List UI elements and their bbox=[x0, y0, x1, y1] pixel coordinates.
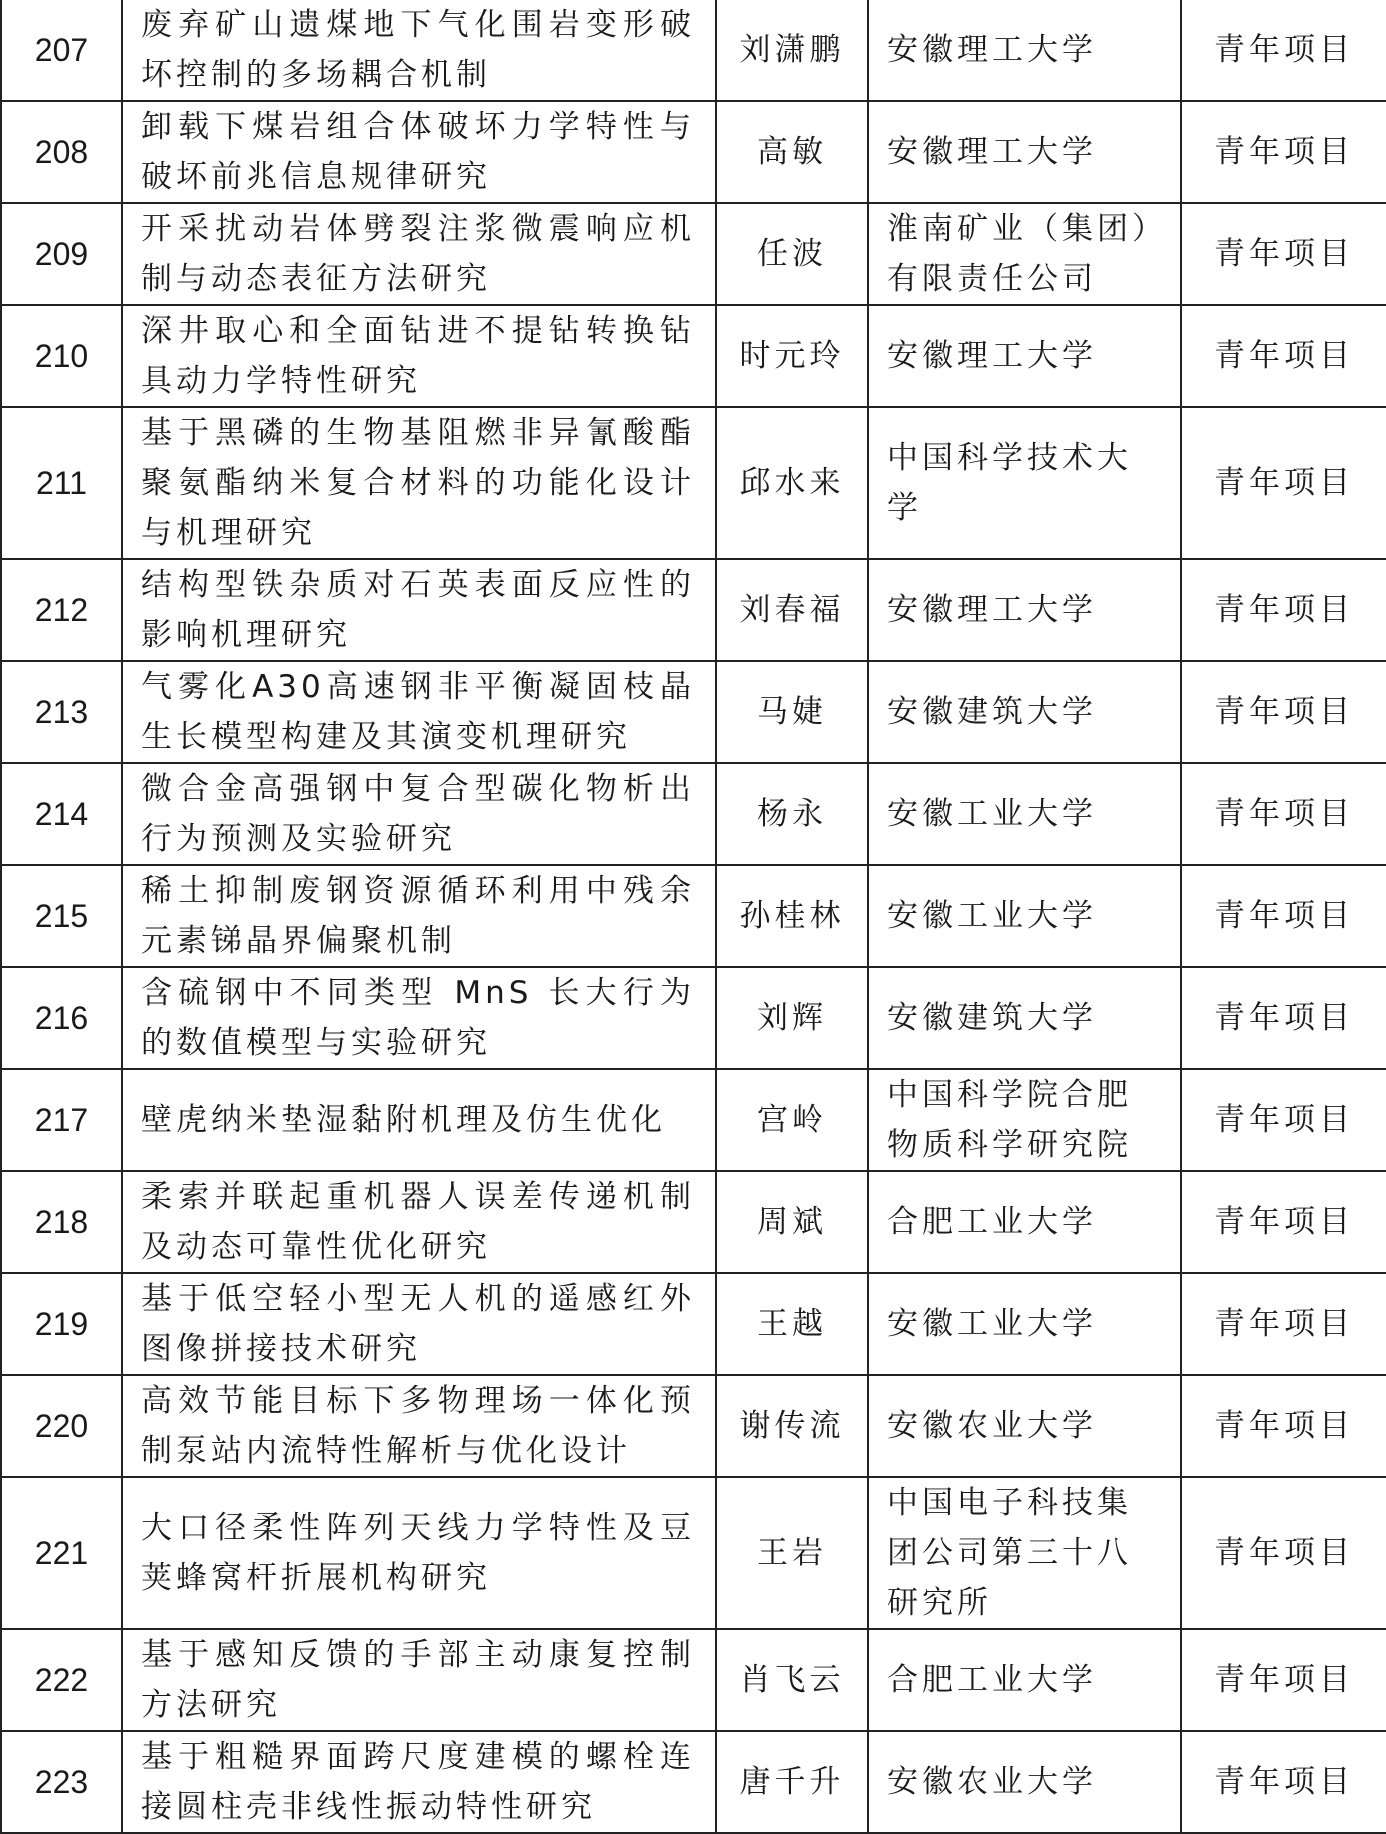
project-leader: 肖飞云 bbox=[716, 1629, 868, 1731]
project-type: 青年项目 bbox=[1181, 763, 1386, 865]
project-number: 207 bbox=[1, 0, 122, 101]
table-row bbox=[1, 1629, 1386, 1731]
project-leader: 高敏 bbox=[716, 101, 868, 203]
project-organization: 安徽工业大学 bbox=[868, 763, 1181, 865]
table-row bbox=[1, 1273, 1386, 1375]
project-title: 深井取心和全面钻进不提钻转换钻具动力学特性研究 bbox=[122, 305, 716, 407]
project-type: 青年项目 bbox=[1181, 865, 1386, 967]
project-number: 215 bbox=[1, 865, 122, 967]
project-type: 青年项目 bbox=[1181, 101, 1386, 203]
project-leader: 刘春福 bbox=[716, 559, 868, 661]
project-type: 青年项目 bbox=[1181, 559, 1386, 661]
table-row bbox=[1, 305, 1386, 407]
project-type: 青年项目 bbox=[1181, 305, 1386, 407]
project-type: 青年项目 bbox=[1181, 1477, 1386, 1629]
project-type: 青年项目 bbox=[1181, 1629, 1386, 1731]
project-type: 青年项目 bbox=[1181, 1273, 1386, 1375]
project-leader: 孙桂林 bbox=[716, 865, 868, 967]
table-body bbox=[1, 0, 1386, 1833]
project-number: 213 bbox=[1, 661, 122, 763]
project-leader: 王岩 bbox=[716, 1477, 868, 1629]
project-title: 开采扰动岩体劈裂注浆微震响应机制与动态表征方法研究 bbox=[122, 203, 716, 305]
project-type: 青年项目 bbox=[1181, 203, 1386, 305]
project-number: 220 bbox=[1, 1375, 122, 1477]
project-leader: 周斌 bbox=[716, 1171, 868, 1273]
project-leader: 刘潇鹏 bbox=[716, 0, 868, 101]
project-organization: 安徽建筑大学 bbox=[868, 661, 1181, 763]
table-row bbox=[1, 865, 1386, 967]
project-number: 212 bbox=[1, 559, 122, 661]
project-type: 青年项目 bbox=[1181, 1375, 1386, 1477]
table-row bbox=[1, 1171, 1386, 1273]
table-row bbox=[1, 1477, 1386, 1629]
table-row bbox=[1, 967, 1386, 1069]
project-organization: 合肥工业大学 bbox=[868, 1171, 1181, 1273]
project-organization: 安徽理工大学 bbox=[868, 559, 1181, 661]
project-type: 青年项目 bbox=[1181, 0, 1386, 101]
project-type: 青年项目 bbox=[1181, 661, 1386, 763]
project-organization: 中国科学技术大学 bbox=[868, 407, 1181, 559]
project-number: 223 bbox=[1, 1731, 122, 1833]
table-row bbox=[1, 1375, 1386, 1477]
project-leader: 时元玲 bbox=[716, 305, 868, 407]
project-organization: 中国科学院合肥物质科学研究院 bbox=[868, 1069, 1181, 1171]
project-leader: 谢传流 bbox=[716, 1375, 868, 1477]
project-number: 216 bbox=[1, 967, 122, 1069]
project-type: 青年项目 bbox=[1181, 1069, 1386, 1171]
project-title: 大口径柔性阵列天线力学特性及豆荚蜂窝杆折展机构研究 bbox=[122, 1477, 716, 1629]
project-organization: 安徽农业大学 bbox=[868, 1731, 1181, 1833]
project-organization: 安徽理工大学 bbox=[868, 0, 1181, 101]
project-organization: 安徽农业大学 bbox=[868, 1375, 1181, 1477]
project-leader: 邱水来 bbox=[716, 407, 868, 559]
project-title: 基于感知反馈的手部主动康复控制方法研究 bbox=[122, 1629, 716, 1731]
project-title: 高效节能目标下多物理场一体化预制泵站内流特性解析与优化设计 bbox=[122, 1375, 716, 1477]
table-row bbox=[1, 101, 1386, 203]
table-row bbox=[1, 203, 1386, 305]
project-title: 基于低空轻小型无人机的遥感红外图像拼接技术研究 bbox=[122, 1273, 716, 1375]
project-number: 217 bbox=[1, 1069, 122, 1171]
project-title: 废弃矿山遗煤地下气化围岩变形破坏控制的多场耦合机制 bbox=[122, 0, 716, 101]
project-leader: 王越 bbox=[716, 1273, 868, 1375]
project-organization: 安徽理工大学 bbox=[868, 305, 1181, 407]
project-organization: 安徽工业大学 bbox=[868, 865, 1181, 967]
table-row bbox=[1, 407, 1386, 559]
project-title: 卸载下煤岩组合体破坏力学特性与破坏前兆信息规律研究 bbox=[122, 101, 716, 203]
project-organization: 安徽建筑大学 bbox=[868, 967, 1181, 1069]
project-number: 214 bbox=[1, 763, 122, 865]
project-number: 210 bbox=[1, 305, 122, 407]
table-row bbox=[1, 1731, 1386, 1833]
project-type: 青年项目 bbox=[1181, 1171, 1386, 1273]
project-number: 222 bbox=[1, 1629, 122, 1731]
project-number: 221 bbox=[1, 1477, 122, 1629]
table-row bbox=[1, 0, 1386, 101]
table-row bbox=[1, 559, 1386, 661]
project-number: 219 bbox=[1, 1273, 122, 1375]
project-title: 微合金高强钢中复合型碳化物析出行为预测及实验研究 bbox=[122, 763, 716, 865]
project-title: 基于黑磷的生物基阻燃非异氰酸酯聚氨酯纳米复合材料的功能化设计与机理研究 bbox=[122, 407, 716, 559]
project-leader: 任波 bbox=[716, 203, 868, 305]
project-organization: 淮南矿业（集团）有限责任公司 bbox=[868, 203, 1181, 305]
project-leader: 唐千升 bbox=[716, 1731, 868, 1833]
project-title: 含硫钢中不同类型 MnS 长大行为的数值模型与实验研究 bbox=[122, 967, 716, 1069]
project-leader: 宫岭 bbox=[716, 1069, 868, 1171]
project-title: 柔索并联起重机器人误差传递机制及动态可靠性优化研究 bbox=[122, 1171, 716, 1273]
project-type: 青年项目 bbox=[1181, 407, 1386, 559]
project-organization: 安徽工业大学 bbox=[868, 1273, 1181, 1375]
table-row bbox=[1, 763, 1386, 865]
project-leader: 马婕 bbox=[716, 661, 868, 763]
table-row bbox=[1, 1069, 1386, 1171]
project-number: 211 bbox=[1, 407, 122, 559]
project-title: 基于粗糙界面跨尺度建模的螺栓连接圆柱壳非线性振动特性研究 bbox=[122, 1731, 716, 1833]
project-title: 稀土抑制废钢资源循环利用中残余元素锑晶界偏聚机制 bbox=[122, 865, 716, 967]
project-number: 218 bbox=[1, 1171, 122, 1273]
project-organization: 合肥工业大学 bbox=[868, 1629, 1181, 1731]
project-organization: 安徽理工大学 bbox=[868, 101, 1181, 203]
project-type: 青年项目 bbox=[1181, 967, 1386, 1069]
project-number: 208 bbox=[1, 101, 122, 203]
project-title: 气雾化A30高速钢非平衡凝固枝晶生长模型构建及其演变机理研究 bbox=[122, 661, 716, 763]
project-title: 壁虎纳米垫湿黏附机理及仿生优化 bbox=[122, 1069, 716, 1171]
table-row bbox=[1, 661, 1386, 763]
project-leader: 刘辉 bbox=[716, 967, 868, 1069]
project-number: 209 bbox=[1, 203, 122, 305]
project-organization: 中国电子科技集团公司第三十八研究所 bbox=[868, 1477, 1181, 1629]
project-leader: 杨永 bbox=[716, 763, 868, 865]
project-type: 青年项目 bbox=[1181, 1731, 1386, 1833]
project-title: 结构型铁杂质对石英表面反应性的影响机理研究 bbox=[122, 559, 716, 661]
